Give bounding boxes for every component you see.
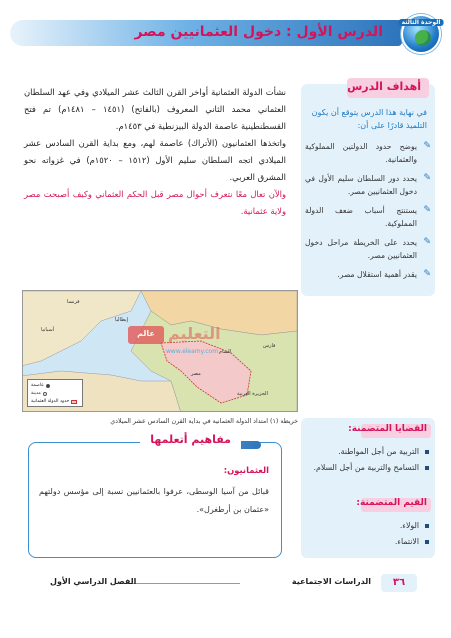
- legend-row: حدود الدولة العثمانية: [31, 399, 77, 404]
- watermark-logo: [120, 312, 250, 364]
- objectives-title: أهداف الدرس: [347, 80, 421, 93]
- legend-row: عاصمة: [31, 383, 50, 388]
- concept-term: العثمانيون:: [223, 465, 269, 475]
- value-item: الانتماء.: [307, 534, 429, 550]
- globe-icon: [415, 30, 431, 46]
- objective-item: ✎ يقدر أهمية استقلال مصر.: [337, 269, 431, 279]
- issues-list: [307, 444, 429, 476]
- map-label-italy: إيطاليا: [115, 317, 128, 323]
- issue-item: التسامح والتربية من أجل السلام.: [307, 460, 429, 476]
- main-text: [24, 84, 286, 220]
- check-icon: ✎: [423, 269, 431, 279]
- check-icon: ✎: [423, 141, 431, 151]
- unit-badge-label: الوحدة الثالثة: [399, 19, 444, 26]
- map-label-arabia: الجزيرة العربية: [237, 391, 268, 397]
- map-label-sham: الشام: [219, 349, 231, 355]
- watermark-site: www.eleamy.com: [166, 348, 219, 355]
- check-icon: ✎: [423, 205, 431, 215]
- objectives-intro: في نهاية هذا الدرس يتوقع أن يكون التلميذ قادرًا على أن:: [311, 108, 427, 130]
- concepts-heading: مفاهيم أتعلمها: [140, 433, 241, 453]
- check-icon: ✎: [423, 237, 431, 247]
- issues-title: القضايا المتضمنة:: [348, 424, 427, 434]
- legend-row: مدينة: [31, 391, 47, 396]
- objectives-box: [301, 80, 435, 296]
- page-number: ٣٦: [381, 574, 417, 592]
- objective-item: ✎ يوضح حدود الدولتين المملوكية والعثمانية.: [305, 141, 431, 164]
- map-label-persia: فارس: [263, 343, 276, 349]
- objectives-list: [305, 140, 431, 287]
- unit-badge: [401, 14, 441, 54]
- concept-definition: قبائل من آسيا الوسطى، عرفوا بالعثمانيين نسبة إلى مؤسس دولتهم «عثمان بن أرطغرل».: [39, 487, 269, 514]
- page-footer: [20, 574, 435, 594]
- bullet-icon: [425, 524, 429, 528]
- bullet-icon: [425, 466, 429, 470]
- paragraph-3: والآن تعال معًا نتعرف أحوال مصر قبل الحكم العثماني وكيف أصبحت مصر ولاية عثمانية.: [24, 189, 286, 216]
- map-label-france: فرنسا: [67, 299, 80, 305]
- map-legend: [27, 379, 83, 407]
- paragraph-2: واتخذها العثمانيون (الأتراك) عاصمة لهم، ومع بداية القرن السادس عشر الميلادي اتجه السلطان سليم الأول (١٥١٢ – ١٥٢٠م) في غزواته نحو المشرق العربي.: [24, 138, 286, 182]
- values-title: القيم المتضمنة:: [356, 498, 427, 508]
- footer-subject: الدراسات الاجتماعية: [291, 577, 371, 586]
- value-item: الولاء.: [307, 518, 429, 534]
- issues-values-box: [301, 418, 435, 558]
- lesson-header: [10, 14, 441, 52]
- bullet-icon: [425, 450, 429, 454]
- concepts-box: [28, 433, 282, 558]
- footer-divider: [120, 583, 240, 584]
- issue-item: التربية من أجل المواطنة.: [307, 444, 429, 460]
- objective-item: ✎ يحدد دور السلطان سليم الأول في دخول العثمانيين مصر.: [305, 173, 431, 196]
- lesson-title: الدرس الأول : دخول العثمانيين مصر: [134, 24, 383, 40]
- watermark-text: التعليم: [168, 324, 221, 343]
- watermark-box: عالم: [128, 326, 164, 344]
- values-list: [307, 518, 429, 550]
- map-label-egypt: مصر: [191, 371, 201, 377]
- map-label-spain: أسبانيا: [41, 327, 55, 333]
- objective-item: ✎ يحدد على الخريطة مراحل دخول العثمانيين مصر.: [305, 237, 431, 260]
- objective-item: ✎ يستنتج أسباب ضعف الدولة المملوكية.: [305, 205, 431, 228]
- check-icon: ✎: [423, 173, 431, 183]
- map-caption: خريطة (١) امتداد الدولة العثمانية في بداية القرن السادس عشر الميلادي: [110, 418, 298, 425]
- bullet-icon: [425, 540, 429, 544]
- paragraph-1: نشأت الدولة العثمانية أواخر القرن الثالث عشر الميلادي وفي عهد السلطان العثماني محمد الثاني المعروف (بالفاتح) (١٤٥١ – ١٤٨١م) تم فتح القسطنطينية عاصمة الدولة البيزنطية في ١٤٥٣م.: [24, 87, 287, 131]
- footer-term: الفصل الدراسي الأول: [50, 577, 137, 586]
